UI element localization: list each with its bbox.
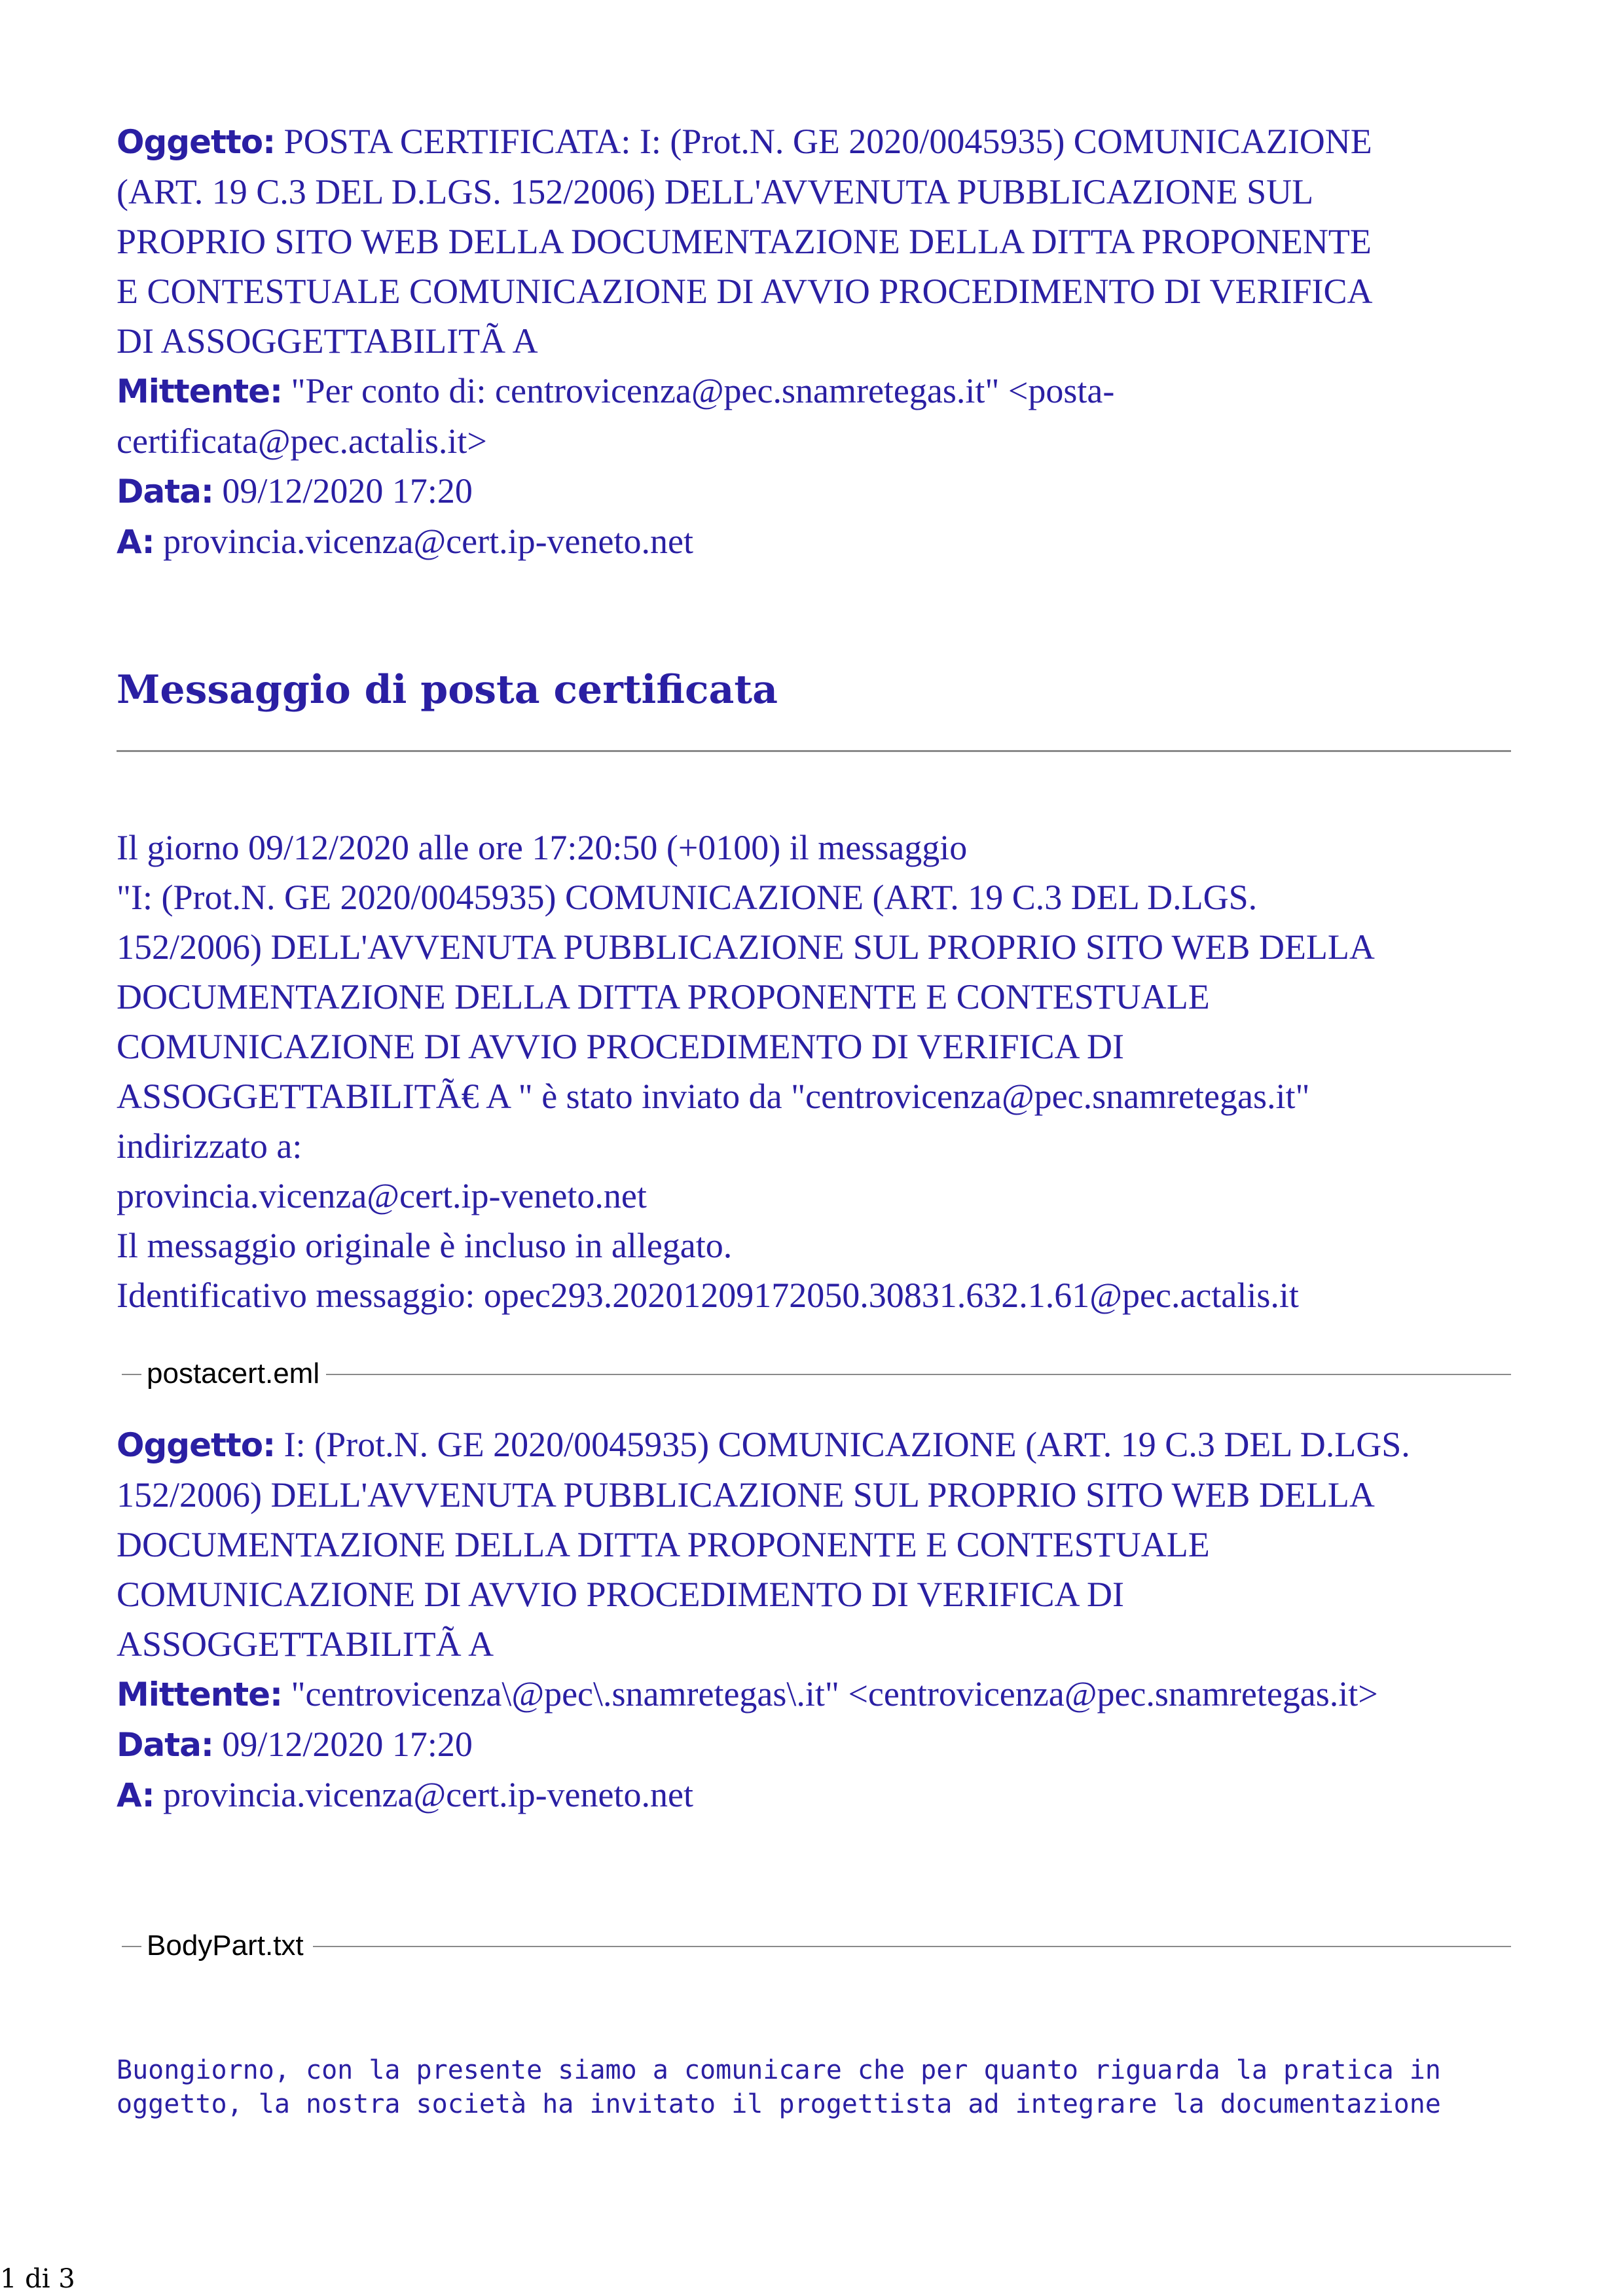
recipient-value: provincia.vicenza@cert.ip-veneto.net bbox=[163, 522, 693, 561]
certified-line-10: Identificativo messaggio: opec293.20201209172050.30831.632.1.61@pec.actalis.it bbox=[117, 1276, 1299, 1315]
attached-sender-label: Mittente: bbox=[117, 1676, 283, 1713]
recipient-label: A: bbox=[117, 523, 155, 561]
heading-divider bbox=[117, 750, 1511, 752]
sender-text-1: "Per conto di: centrovicenza@pec.snamretegas.it" <posta- bbox=[291, 371, 1115, 410]
attached-date-value: 09/12/2020 17:20 bbox=[222, 1725, 473, 1764]
attached-subject-text-3: DOCUMENTAZIONE DELLA DITTA PROPONENTE E CONTESTUALE bbox=[117, 1525, 1210, 1564]
attached-sender-line bbox=[117, 1669, 1511, 1719]
date-line bbox=[117, 466, 1511, 516]
attachment-name-postacert[interactable]: postacert.eml bbox=[147, 1357, 320, 1390]
attached-sender-value: "centrovicenza\@pec\.snamretegas\.it" <centrovicenza@pec.snamretegas.it> bbox=[291, 1674, 1378, 1713]
subject-line bbox=[117, 117, 1511, 167]
sender-label: Mittente: bbox=[117, 372, 283, 410]
certified-message-body bbox=[117, 823, 1511, 1320]
subject-text-4: E CONTESTUALE COMUNICAZIONE DI AVVIO PROCEDIMENTO DI VERIFICA bbox=[117, 272, 1373, 311]
attachment-separator-bodypart bbox=[117, 1926, 1511, 1965]
attached-subject-line bbox=[117, 1420, 1511, 1470]
certified-line-6: ASSOGGETTABILITÃ€ A " è stato inviato da "centrovicenza@pec.snamretegas.it" bbox=[117, 1077, 1310, 1116]
bodypart-text bbox=[117, 2053, 1511, 2121]
attached-date-label: Data: bbox=[117, 1726, 213, 1764]
recipient-line bbox=[117, 516, 1511, 567]
page-indicator: 1 di 3 bbox=[0, 2264, 75, 2294]
bodypart-line-1: Buongiorno, con la presente siamo a comunicare che per quanto riguarda la pratica in bbox=[117, 2055, 1441, 2085]
bodypart-line-2: oggetto, la nostra società ha invitato il progettista ad integrare la documentazione bbox=[117, 2089, 1441, 2119]
sender-text-2: certificata@pec.actalis.it> bbox=[117, 422, 487, 461]
certified-message-heading: Messaggio di posta certificata bbox=[117, 667, 778, 713]
certified-line-5: COMUNICAZIONE DI AVVIO PROCEDIMENTO DI VERIFICA DI bbox=[117, 1027, 1125, 1066]
sender-line bbox=[117, 366, 1511, 416]
attached-subject-text-4: COMUNICAZIONE DI AVVIO PROCEDIMENTO DI VERIFICA DI bbox=[117, 1575, 1125, 1614]
attached-date-line bbox=[117, 1719, 1511, 1770]
subject-text-1: POSTA CERTIFICATA: I: (Prot.N. GE 2020/0045935) COMUNICAZIONE bbox=[283, 122, 1372, 161]
certified-line-8: provincia.vicenza@cert.ip-veneto.net bbox=[117, 1176, 647, 1215]
separator-line-left bbox=[122, 1374, 141, 1375]
attached-recipient-value: provincia.vicenza@cert.ip-veneto.net bbox=[163, 1775, 693, 1814]
attachment-separator-postacert bbox=[117, 1354, 1511, 1393]
certified-line-3: 152/2006) DELL'AVVENUTA PUBBLICAZIONE SUL PROPRIO SITO WEB DELLA bbox=[117, 927, 1375, 967]
certified-line-2: "I: (Prot.N. GE 2020/0045935) COMUNICAZIONE (ART. 19 C.3 DEL D.LGS. bbox=[117, 878, 1258, 917]
attached-subject-text-1: I: (Prot.N. GE 2020/0045935) COMUNICAZIONE (ART. 19 C.3 DEL D.LGS. bbox=[283, 1425, 1410, 1464]
subject-text-5: DI ASSOGGETTABILITÃ A bbox=[117, 321, 538, 361]
attached-subject-text-2: 152/2006) DELL'AVVENUTA PUBBLICAZIONE SUL PROPRIO SITO WEB DELLA bbox=[117, 1475, 1375, 1515]
attached-recipient-label: A: bbox=[117, 1776, 155, 1814]
separator-line-right bbox=[326, 1374, 1511, 1375]
subject-label: Oggetto: bbox=[117, 123, 276, 161]
certified-line-7: indirizzato a: bbox=[117, 1126, 302, 1166]
certified-line-4: DOCUMENTAZIONE DELLA DITTA PROPONENTE E CONTESTUALE bbox=[117, 977, 1210, 1016]
message-header bbox=[117, 117, 1511, 567]
attached-subject-text-5: ASSOGGETTABILITÃ A bbox=[117, 1624, 494, 1664]
subject-text-3: PROPRIO SITO WEB DELLA DOCUMENTAZIONE DELLA DITTA PROPONENTE bbox=[117, 222, 1372, 261]
certified-line-1: Il giorno 09/12/2020 alle ore 17:20:50 (+0100) il messaggio bbox=[117, 828, 968, 867]
email-print-page bbox=[117, 117, 1511, 2121]
subject-text-2: (ART. 19 C.3 DEL D.LGS. 152/2006) DELL'AVVENUTA PUBBLICAZIONE SUL bbox=[117, 172, 1314, 211]
attached-subject-label: Oggetto: bbox=[117, 1426, 276, 1464]
attached-message-header bbox=[117, 1420, 1511, 1820]
separator-line-left bbox=[122, 1946, 141, 1947]
date-label: Data: bbox=[117, 473, 213, 511]
separator-line-right bbox=[313, 1946, 1511, 1947]
certified-line-9: Il messaggio originale è incluso in allegato. bbox=[117, 1226, 733, 1265]
attachment-name-bodypart[interactable]: BodyPart.txt bbox=[147, 1929, 304, 1962]
date-value: 09/12/2020 17:20 bbox=[222, 471, 473, 511]
attached-recipient-line bbox=[117, 1770, 1511, 1820]
